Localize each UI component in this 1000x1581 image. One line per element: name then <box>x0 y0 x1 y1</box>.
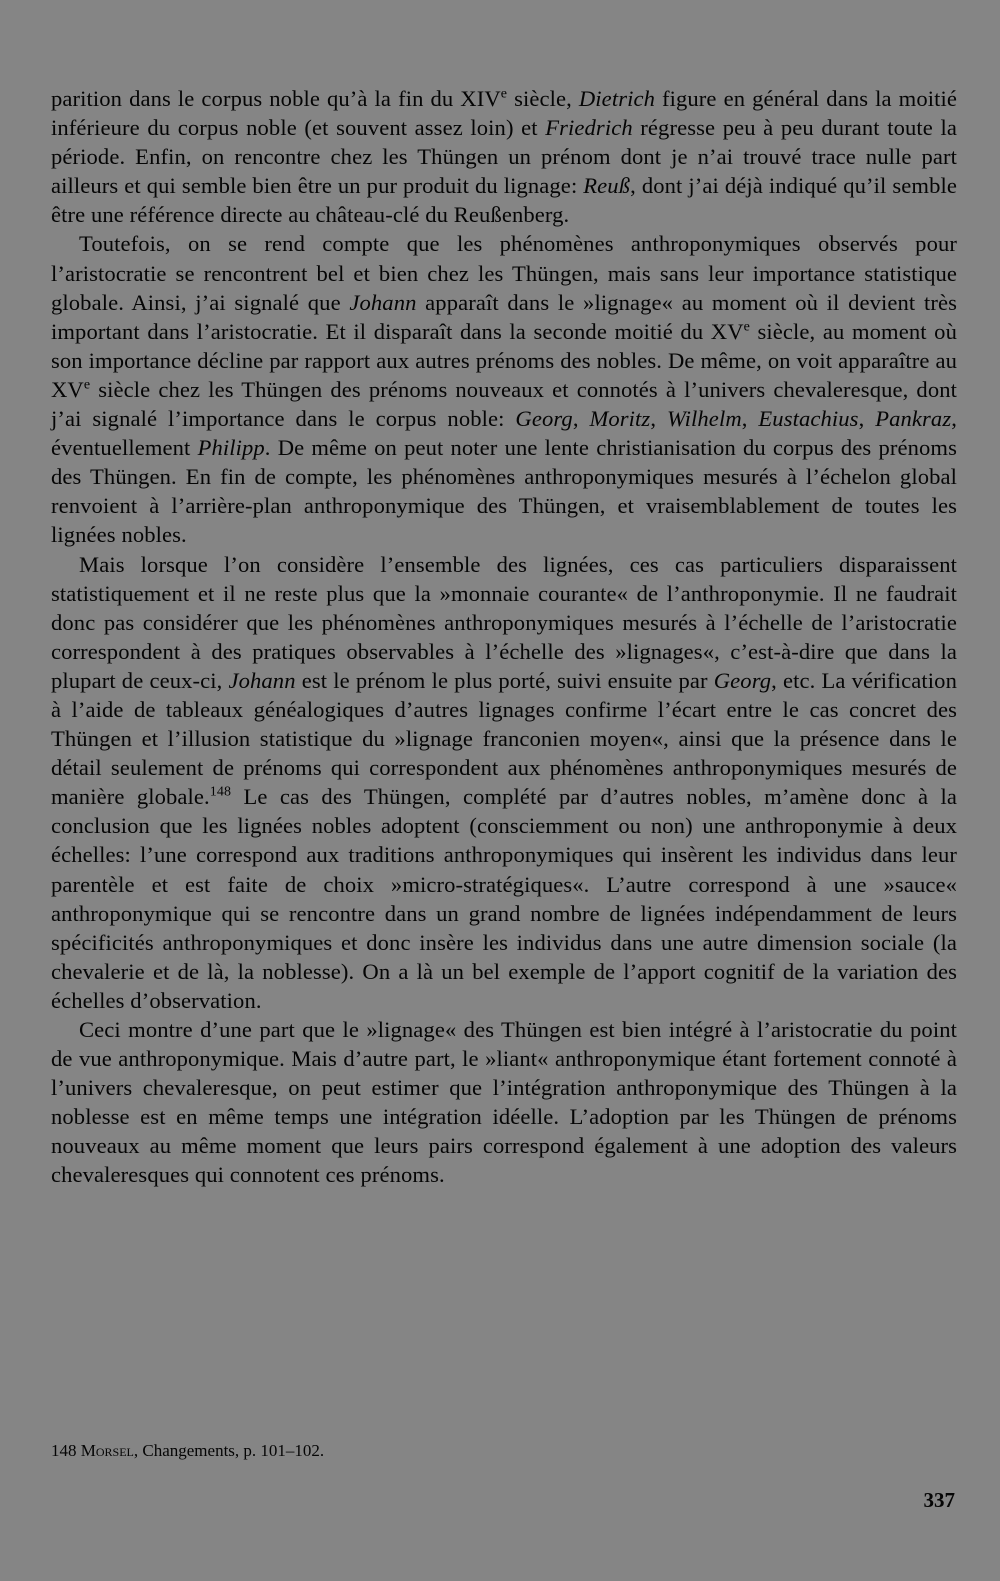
text-run: . De même on peut noter une lente christianisation du corpus des prénoms des Thüngen. En fin de compte, les phénomènes anthroponymiques mesurés à l’échelon global renvoient à l’arrière-plan anthroponymique des Thüngen, et vraisemblablement de toutes les lignées nobles. <box>51 435 957 548</box>
italic-name: Georg <box>713 667 772 693</box>
page-number: 337 <box>923 1488 955 1512</box>
text-run: siècle chez les Thüngen des prénoms nouveaux et connotés à l’univers chevaleresque, dont j’ai signalé l’importance dans le corpus noble: <box>51 376 957 432</box>
italic-name: Eustachius <box>758 406 859 432</box>
footnote-148 <box>51 1440 751 1462</box>
italic-name: Johann <box>349 289 417 315</box>
text-run: siècle, <box>507 86 579 111</box>
paragraph <box>51 550 957 1016</box>
text-run: Toutefois, on se rend compte que les phénomènes anthroponymiques observés pour l’aristocratie se rencontrent bel et bien chez les Thüngen, mais sans leur importance statistique globale. Ainsi, j’ai signalé que <box>51 231 957 315</box>
text-run: Ceci montre d’une part que le »lignage« des Thüngen est bien intégré à l’aristocratie du point de vue anthroponymique. Mais d’autre part, le »liant« anthroponymique étant fortement connoté à l’univers chevaleresque, on peut estimer que l’intégration anthroponymique des Thüngen à la noblesse est en même temps une intégration idéelle. L’adoption par les Thüngen de prénoms nouveaux au même moment que leurs pairs correspond également à une adoption des valeurs chevaleresques qui connotent ces prénoms. <box>51 1017 957 1188</box>
text-run: , <box>858 406 876 432</box>
paragraph <box>51 1015 957 1190</box>
text-run: figure en général dans la moitié inférieure du corpus noble (et souvent assez loin) et <box>51 86 957 141</box>
footnote-number: 148 <box>51 1441 77 1460</box>
italic-name: Reuß <box>583 173 631 199</box>
text-run: , <box>572 406 590 432</box>
footnote-citation: , Changements, p. 101–102. <box>133 1441 325 1460</box>
footnote-reference: 148 <box>209 784 232 800</box>
text-run: Le cas des Thüngen, complété par d’autres nobles, m’amène donc à la conclusion que les lignées nobles adoptent (consciemment ou non) une anthroponymie à deux échelles: l’une correspond aux traditions anthroponymiques qui insèrent les individus dans leur parentèle et est faite de choix »micro-stratégiques«. L’autre correspond à une »sauce« anthroponymique qui se rencontre dans un grand nombre de lignées indépendamment de leurs spécificités anthroponymiques et donc insère les individus dans une autre dimension sociale (la chevalerie et de là, la noblesse). On a là un bel exemple de l’apport cognitif de la variation des échelles d’observation. <box>51 784 957 1013</box>
text-run: , éventuellement <box>51 406 957 461</box>
paragraph <box>51 84 957 229</box>
text-run: est le prénom le plus porté, suivi ensuite par <box>295 667 714 693</box>
text-run: apparaît dans le »lignage« au moment où il devient très important dans l’aristocratie. Et il disparaît dans la seconde moitié du XV <box>51 289 957 344</box>
text-run: , <box>650 406 667 432</box>
superscript: e <box>83 377 91 393</box>
italic-name: Wilhelm <box>666 406 742 432</box>
italic-name: Moritz <box>589 406 651 432</box>
text-run: , <box>741 406 759 432</box>
text-run: parition dans le corpus noble qu’à la fin du XIV <box>51 86 501 111</box>
footnote-author: Morsel <box>80 1441 134 1460</box>
superscript: e <box>500 86 508 102</box>
paragraph <box>51 229 957 549</box>
italic-name: Pankraz <box>875 406 952 432</box>
text-run: siècle, au moment où son importance décline par rapport aux autres prénoms des nobles. De même, on voit apparaître au XV <box>51 318 957 402</box>
italic-name: Friedrich <box>545 115 633 141</box>
italic-name: Johann <box>228 667 296 693</box>
italic-name: Dietrich <box>578 86 655 111</box>
superscript: e <box>743 319 750 335</box>
text-run: , dont j’ai déjà indiqué qu’il semble être une référence directe au château-clé du Reußenberg. <box>51 173 957 228</box>
text-run: , etc. La vérification à l’aide de tableaux généalogiques d’autres lignages confirme l’écart entre le cas concret des Thüngen et l’illusion statistique du »lignage franconien moyen«, ainsi que la présence dans le détail seulement de prénoms qui correspondent aux phénomènes anthroponymiques mesurés de manière globale. <box>51 667 957 810</box>
body-text <box>51 84 957 1190</box>
italic-name: Philipp <box>197 435 265 461</box>
text-run: régresse peu à peu durant toute la période. Enfin, on rencontre chez les Thüngen un prénom dont je n’ai trouvé trace nulle part ailleurs et qui semble bien être un pur produit du lignage: <box>51 115 958 199</box>
italic-name: Georg <box>515 406 573 432</box>
text-run: Mais lorsque l’on considère l’ensemble des lignées, ces cas particuliers disparaissent statistiquement et il ne reste plus que la »monnaie courante« de l’anthroponymie. Il ne faudrait donc pas considérer que les phénomènes anthroponymiques mesurés à l’échelle de l’aristocratie correspondent à des pratiques observables à l’échelle des »lignages«, c’est-à-dire que dans la plupart de ceux-ci, <box>51 551 957 693</box>
